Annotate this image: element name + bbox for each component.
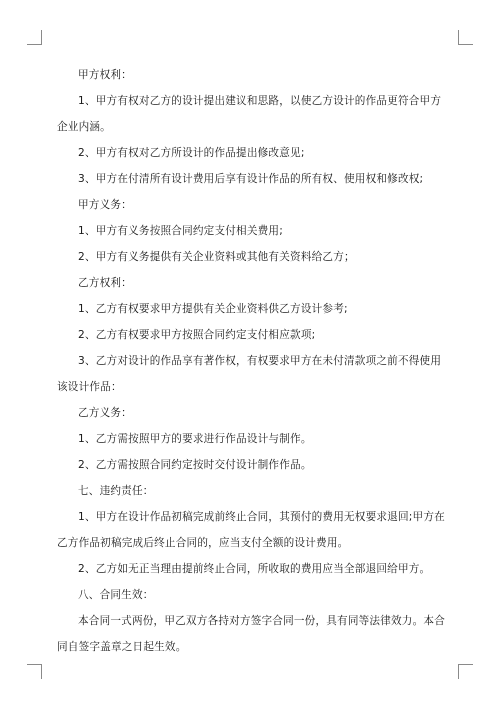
crop-mark-top-left: [27, 30, 42, 45]
heading-party-b-obligations: 乙方义务：: [78, 407, 132, 419]
heading-party-a-obligations: 甲方义务：: [78, 199, 132, 211]
paragraph: 2、甲方有义务提供有关企业资料或其他有关资料给乙方；: [78, 251, 355, 263]
paragraph: 3、甲方在付清所有设计费用后享有设计作品的所有权、使用权和修改权;: [78, 173, 424, 185]
heading-contract-effect: 八、合同生效：: [78, 589, 154, 601]
paragraph: 本合同一式两份，甲乙双方各持对方签字合同一份，具有同等法律效力。本合同自签字盖章之日起生效。: [57, 615, 445, 653]
paragraph: 1、甲方在设计作品初稿完成前终止合同，其预付的费用无权要求退回;甲方在乙方作品初稿完成后终止合同的，应当支付全额的设计费用。: [57, 511, 445, 549]
paragraph: 2、乙方有权要求甲方按照合同约定支付相应款项;: [78, 329, 316, 341]
paragraph: 2、乙方需按照合同约定按时交付设计制作作品。: [78, 459, 312, 471]
crop-mark-bottom-left: [27, 664, 42, 679]
paragraph: 1、甲方有义务按照合同约定支付相关费用;: [78, 225, 283, 237]
heading-party-a-rights: 甲方权利：: [78, 69, 132, 81]
paragraph: 2、甲方有权对乙方所设计的作品提出修改意见;: [78, 147, 305, 159]
crop-mark-top-right: [458, 30, 473, 45]
heading-breach-liability: 七、违约责任：: [78, 485, 154, 497]
document-body: [57, 62, 449, 660]
paragraph: 1、甲方有权对乙方的设计提出建议和思路，以使乙方设计的作品更符合甲方企业内涵。: [57, 95, 442, 133]
heading-party-b-rights: 乙方权利：: [78, 277, 132, 289]
crop-mark-bottom-right: [458, 664, 473, 679]
paragraph: 2、乙方如无正当理由提前终止合同，所收取的费用应当全部退回给甲方。: [78, 563, 431, 575]
paragraph: 3、乙方对设计的作品享有著作权，有权要求甲方在未付清款项之前不得使用该设计作品：: [57, 355, 442, 393]
paragraph: 1、乙方有权要求甲方提供有关企业资料供乙方设计参考;: [78, 303, 348, 315]
paragraph: 1、乙方需按照甲方的要求进行作品设计与制作。: [78, 433, 312, 445]
